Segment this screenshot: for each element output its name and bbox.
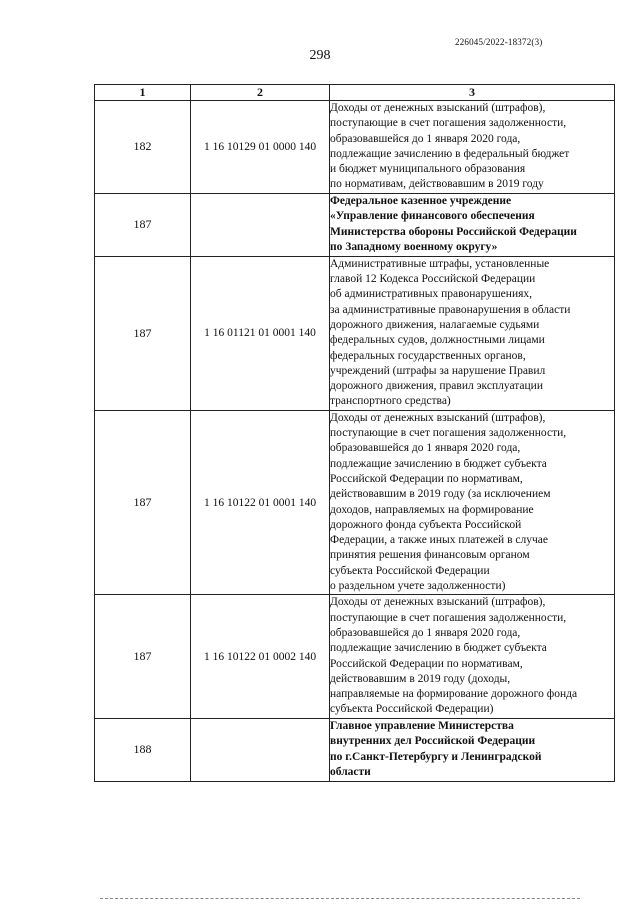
description-line: дорожного движения, правил эксплуатации <box>330 380 543 393</box>
description-line: федеральных государственных органов, <box>330 349 526 362</box>
description-cell <box>330 595 615 718</box>
description-line: Доходы от денежных взысканий (штрафов), <box>330 596 546 609</box>
document-id: 226045/2022-18372(3) <box>455 37 543 47</box>
description-line: Главное управление Министерства <box>330 719 514 732</box>
description-line: об административных правонарушениях, <box>330 288 533 301</box>
description-line: Российской Федерации по нормативам, <box>330 657 523 670</box>
kbk-code-cell: 1 16 01121 01 0001 140 <box>191 256 330 410</box>
description-line: внутренних дел Российской Федерации <box>330 735 536 748</box>
description-line: за административные правонарушения в области <box>330 303 571 316</box>
description-line: Доходы от денежных взысканий (штрафов), <box>330 102 546 114</box>
admin-code-cell: 187 <box>95 410 191 595</box>
description-line: федеральных судов, должностными лицами <box>330 334 545 347</box>
description-cell <box>330 410 615 595</box>
description-line: и бюджет муниципального образования <box>330 163 526 176</box>
description-line: главой 12 Кодекса Российской Федерации <box>330 273 536 286</box>
page-number: 298 <box>309 48 331 63</box>
description-line: действовавшим в 2019 году (доходы, <box>330 672 511 685</box>
table-row <box>95 101 615 194</box>
administrator-name-cell <box>330 718 615 781</box>
description-line: принятия решения финансовым органом <box>330 549 530 562</box>
description-line: образовавшейся до 1 января 2020 года, <box>330 626 521 639</box>
table-row <box>95 718 615 781</box>
description-line: направляемые на формирование дорожного фонда <box>330 688 578 701</box>
description-line: учреждений (штрафы за нарушение Правил <box>330 364 546 377</box>
description-line: поступающие в счет погашения задолженности, <box>330 427 567 440</box>
description-line: дорожного движения, налагаемые судьями <box>330 318 540 331</box>
column-header-3: 3 <box>330 85 615 101</box>
description-line: Министерства обороны Российской Федерации <box>330 225 577 238</box>
description-line: подлежащие зачислению в бюджет субъекта <box>330 457 547 470</box>
table-row <box>95 410 615 595</box>
description-line: о раздельном учете задолженности) <box>330 580 506 593</box>
bottom-divider <box>100 898 580 899</box>
kbk-code-cell: 1 16 10129 01 0000 140 <box>191 101 330 194</box>
description-line: области <box>330 766 371 779</box>
description-line: подлежащие зачислению в федеральный бюджет <box>330 147 570 160</box>
kbk-code-cell: 1 16 10122 01 0001 140 <box>191 410 330 595</box>
description-line: «Управление финансового обеспечения <box>330 210 535 223</box>
description-line: поступающие в счет погашения задолженности, <box>330 117 567 130</box>
description-line: Доходы от денежных взысканий (штрафов), <box>330 411 546 424</box>
column-header-2: 2 <box>191 85 330 101</box>
description-line: доходов, направляемых на формирование <box>330 503 534 516</box>
table-row <box>95 256 615 410</box>
description-line: дорожного фонда субъекта Российской <box>330 518 522 531</box>
description-line: субъекта Российской Федерации <box>330 564 490 577</box>
table-header-row <box>95 85 615 101</box>
description-line: по нормативам, действовавшим в 2019 году <box>330 178 544 191</box>
admin-code-cell: 187 <box>95 193 191 256</box>
kbk-code-cell: 1 16 10122 01 0002 140 <box>191 595 330 718</box>
description-line: Российской Федерации по нормативам, <box>330 472 523 485</box>
admin-code-cell: 188 <box>95 718 191 781</box>
admin-code-cell: 187 <box>95 595 191 718</box>
administrator-name-cell <box>330 193 615 256</box>
kbk-code-cell <box>191 718 330 781</box>
description-line: транспортного средства) <box>330 395 451 408</box>
description-line: действовавшим в 2019 году (за исключением <box>330 488 551 501</box>
description-line: субъекта Российской Федерации) <box>330 703 494 716</box>
description-cell <box>330 101 615 194</box>
description-line: Федеральное казенное учреждение <box>330 194 512 207</box>
description-cell <box>330 256 615 410</box>
description-line: по г.Санкт-Петербургу и Ленинградской <box>330 750 542 763</box>
kbk-code-cell <box>191 193 330 256</box>
revenue-codes-table <box>94 84 615 782</box>
column-header-1: 1 <box>95 85 191 101</box>
description-line: Федерации, а также иных платежей в случае <box>330 534 548 547</box>
description-line: образовавшейся до 1 января 2020 года, <box>330 132 521 145</box>
description-line: подлежащие зачислению в бюджет субъекта <box>330 642 547 655</box>
admin-code-cell: 187 <box>95 256 191 410</box>
description-line: поступающие в счет погашения задолженности, <box>330 611 567 624</box>
description-line: образовавшейся до 1 января 2020 года, <box>330 442 521 455</box>
description-line: Административные штрафы, установленные <box>330 257 550 270</box>
admin-code-cell: 182 <box>95 101 191 194</box>
description-line: по Западному военному округу» <box>330 241 498 254</box>
table-row <box>95 193 615 256</box>
table-row <box>95 595 615 718</box>
